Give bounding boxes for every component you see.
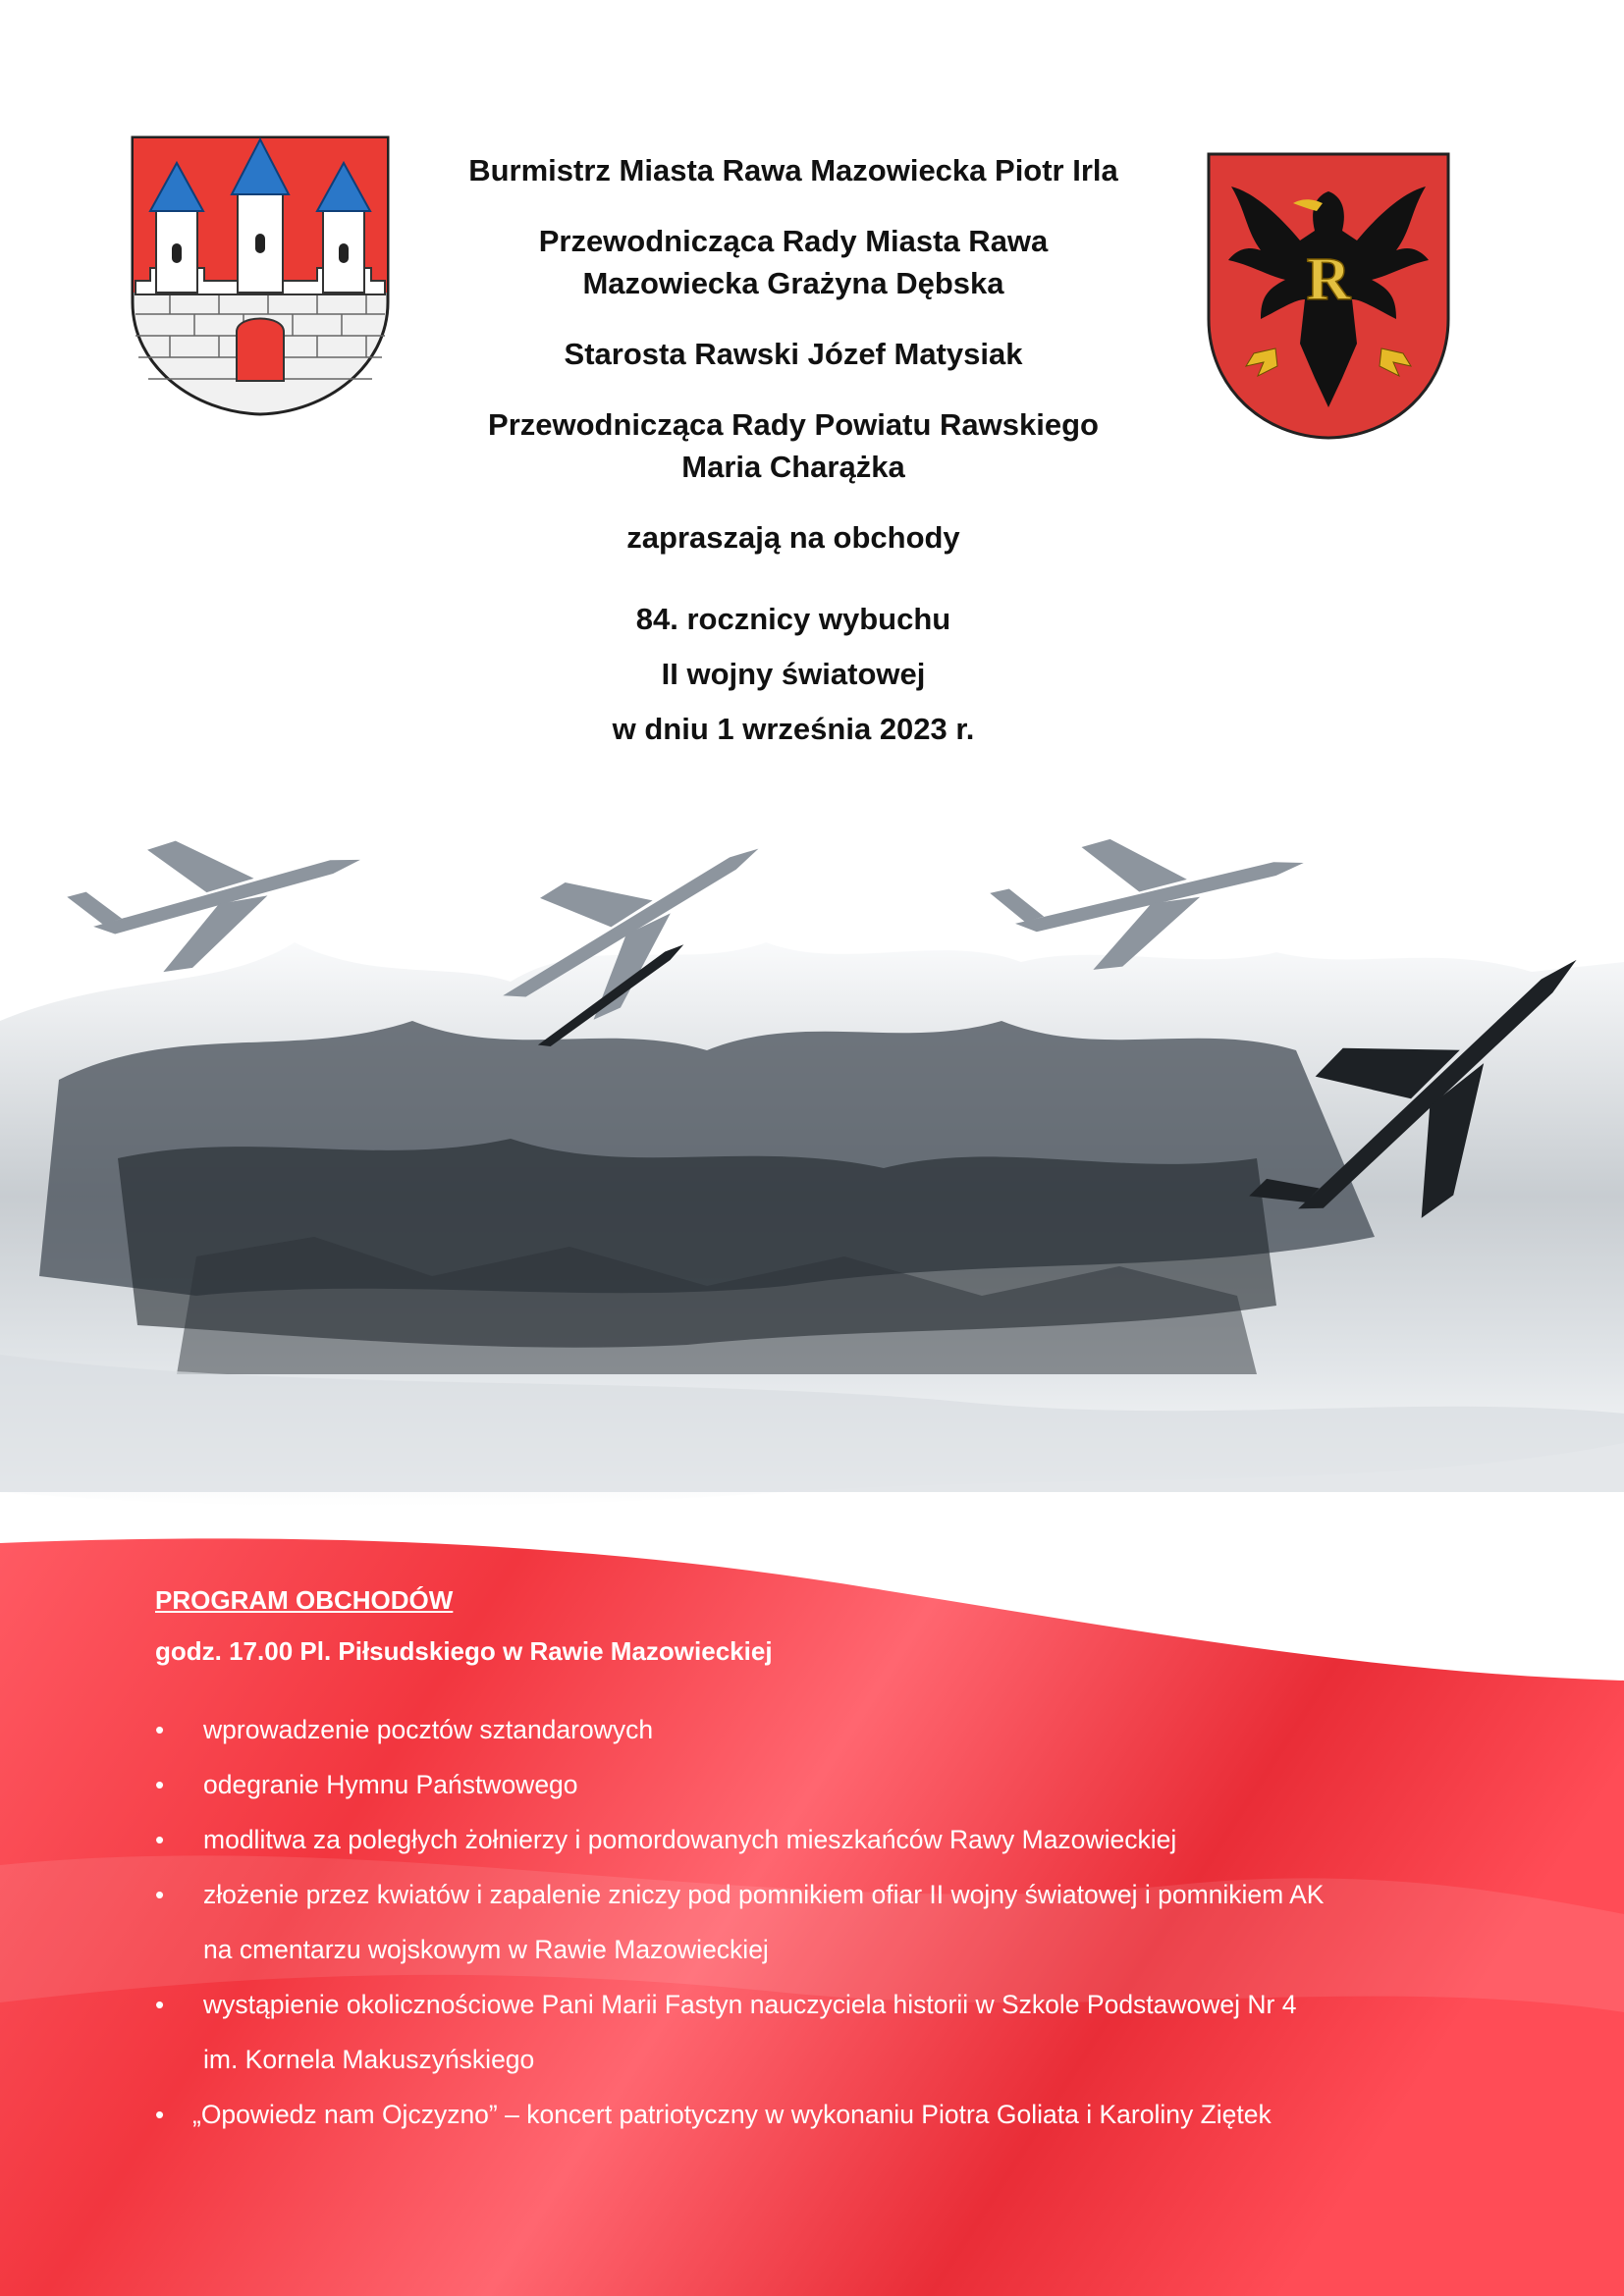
list-item: • wprowadzenie pocztów sztandarowych <box>155 1702 1461 1757</box>
event-title-line-1: 84. rocznicy wybuchu <box>635 602 951 636</box>
starost-line: Starosta Rawski Józef Matysiak <box>564 337 1023 371</box>
list-item: • „Opowiedz nam Ojczyzno” – koncert patriotyczny w wykonaniu Piotra Goliata i Karoliny Ziętek <box>155 2087 1461 2142</box>
city-council-chair-line-2: Mazowiecka Grażyna Dębska <box>582 266 1004 300</box>
program-title: PROGRAM OBCHODÓW <box>155 1585 454 1615</box>
mayor-line: Burmistrz Miasta Rawa Mazowiecka Piotr Irla <box>468 153 1118 187</box>
program-time-place: godz. 17.00 Pl. Piłsudskiego w Rawie Mazowieckiej <box>155 1636 773 1666</box>
city-council-chair-line-1: Przewodnicząca Rady Miasta Rawa <box>538 224 1049 258</box>
invitation-header <box>432 149 1155 757</box>
county-council-chair-line-2: Maria Charążka <box>681 450 905 484</box>
program-section <box>155 1582 1461 2142</box>
city-coat-of-arms-icon <box>131 135 390 416</box>
program-list <box>155 1702 1461 2142</box>
list-item: • złożenie przez kwiatów i zapalenie zniczy pod pomnikiem ofiar II wojny światowej i pomnikiem AK na cmentarzu wojskowym w Rawie Mazowieckiej <box>155 1867 1461 1977</box>
svg-text:R: R <box>1306 246 1351 313</box>
event-title-line-2: II wojny światowej <box>661 657 926 691</box>
invitation-text: zapraszają na obchody <box>626 520 960 555</box>
list-item: • modlitwa za poległych żołnierzy i pomordowanych mieszkańców Rawy Mazowieckiej <box>155 1812 1461 1867</box>
event-date: w dniu 1 września 2023 r. <box>612 712 975 746</box>
list-item: • odegranie Hymnu Państwowego <box>155 1757 1461 1812</box>
event-title <box>432 592 1155 757</box>
county-council-chair-line-1: Przewodnicząca Rady Powiatu Rawskiego <box>488 407 1099 442</box>
list-item: • wystąpienie okolicznościowe Pani Marii Fastyn nauczyciela historii w Szkole Podstawowej Nr 4 im. Kornela Makuszyńskiego <box>155 1977 1461 2087</box>
war-scene-illustration <box>0 942 1624 1507</box>
county-eagle-coat-of-arms-icon <box>1207 152 1450 440</box>
